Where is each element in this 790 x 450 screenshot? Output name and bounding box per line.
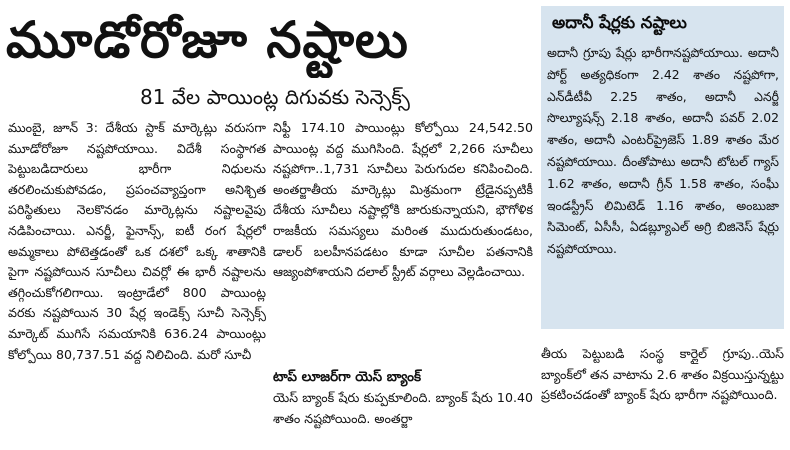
article-column-2-continued: యెస్ బ్యాంక్ షేరు కుప్పకూలింది. బ్యాంక్ షేరు 10.40 శాతం నష్టపోయింది. అంతర్జా [273,390,533,426]
article-column-1: ముంబై, జూన్ 3: దేశీయ స్టాక్ మార్కెట్లు వరుసగా మూడోరోజూ నష్టపోయాయి. విదేశీ సంస్థాగత పెట్టుబడిదారులు భారీగా నిధులను తరలించుకుపోవడం, ప్రపంచవ్యాప్తంగా అనిశ్చిత పరిస్థితులు నెలకొనడం మార్కెట్లను నష్టాలవైపు నడిపించాయి. ఎనర్జీ, ఫైనాన్స్, ఐటీ రంగ షేర్లలో అమ్మకాలు పోటెత్తడంతో ఒక దశలో ఒక్క శాతానికి పైగా నష్టపోయిన సూచీలు చివర్లో ఈ భారీ నష్టాలను తగ్గించుకోగలిగాయి. ఇంట్రాడేలో 800 పాయింట్ల వరకు నష్టపోయిన 30 షేర్ల ఇండెక్స్ సూచీ సెన్సెక్స్ మార్కెట్ ముగిసే సమయానికి 636.24 పాయింట్లు కోల్పోయి 80,737.51 వద్ద నిలిచింది. మరో సూచీ [8,120,266,362]
subheadline: 81 వేల పాయింట్ల దిగువకు సెన్సెక్స్ [140,85,410,109]
section-subtitle-yes-bank: టాప్ లూజర్‌గా యెస్ బ్యాంక్ [273,369,422,385]
sidebar-title: అదానీ షేర్లకు నష్టాలు [552,13,687,32]
article-column-2: నిఫ్టీ 174.10 పాయింట్లు కోల్పోయి 24,542.50 పాయింట్ల వద్ద ముగిసింది. షేర్లలో 2,266 సూచీలు నష్టపోగా..1,731 సూచీలు పెరుగుదల కనిపించింది. అంతర్జాతీయ మార్కెట్లు మిశ్రమంగా ట్రేడైనప్పటికీ దేశీయ సూచీలు నష్టాల్లోకి జారుకున్నాయని, భౌగోళిక రాజకీయ సమస్యలు మరింత ముదురుతుండటం, డాలర్ బలహీనపడటం కూడా సూచీల పతనానికి ఆజ్యంపోశాయని దలాల్ స్ట్రీట్ వర్గాలు వెల్లడించాయి. [273,120,533,280]
headline: మూడోరోజూ నష్టాలు [6,11,409,69]
article-column-3: తీయ పెట్టుబడి సంస్థ కార్లైల్ గ్రూపు..యెస్ బ్యాంక్‌లో తన వాటాను 2.6 శాతం విక్రయిస్తున్నట్టు ప్రకటించడంతో బ్యాంక్ షేరు భారీగా నష్టపోయింది. [541,346,784,403]
sidebar-body: అదానీ గ్రూపు షేర్లు భారీగానష్టపోయాయి. అదానీ పోర్ట్ అత్యధికంగా 2.42 శాతం నష్టపోగా, ఎన్‌డీటీవీ 2.25 శాతం, అదానీ ఎనర్జీ సొల్యూషన్స్ 2.18 శాతం, అదానీ పవర్ 2.02 శాతం, అదానీ ఎంటర్‌ప్రైజెస్ 1.89 శాతం మేర నష్టపోయాయి. దీంతోపాటు అదానీ టోటల్ గ్యాస్ 1.62 శాతం, అదానీ గ్రీన్ 1.58 శాతం, సంఘీ ఇండస్ట్రీస్ లిమిటెడ్ 1.16 శాతం, అంబుజా సిమెంట్, ఏసీసీ, ఏడబ్ల్యూఎల్ అగ్రి బిజినెస్ షేర్లు నష్టపోయాయి. [547,45,779,257]
